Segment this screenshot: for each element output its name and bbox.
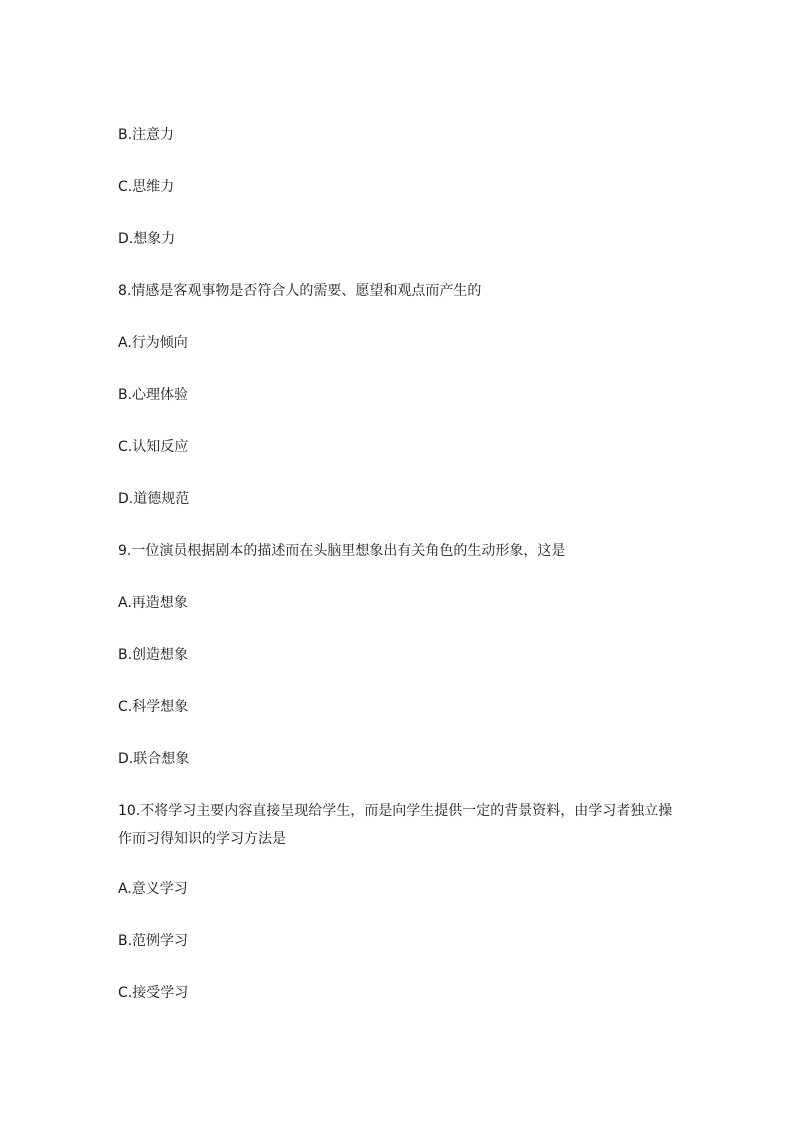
q8-option-d: D.道德规范 xyxy=(118,491,190,507)
q9-option-d: D.联合想象 xyxy=(118,751,190,767)
q9-option-c: C.科学想象 xyxy=(118,699,189,715)
q9-option-b: B.创造想象 xyxy=(118,647,189,663)
q10-stem-line-2: 作而习得知识的学习方法是 xyxy=(118,831,286,847)
q7-option-d: D.想象力 xyxy=(118,231,176,247)
q8-option-b: B.心理体验 xyxy=(118,387,189,403)
q7-option-b: B.注意力 xyxy=(118,127,175,143)
q8-stem: 8.情感是客观事物是否符合人的需要、愿望和观点而产生的 xyxy=(118,283,482,299)
q7-option-c: C.思维力 xyxy=(118,179,175,195)
q10-option-a: A.意义学习 xyxy=(118,881,188,897)
q10-stem xyxy=(118,797,688,853)
q10-option-c: C.接受学习 xyxy=(118,985,189,1001)
q10-option-b: B.范例学习 xyxy=(118,933,189,949)
q8-option-c: C.认知反应 xyxy=(118,439,189,455)
q9-stem: 9.一位演员根据剧本的描述而在头脑里想象出有关角色的生动形象，这是 xyxy=(118,543,566,559)
q9-option-a: A.再造想象 xyxy=(118,595,188,611)
q8-option-a: A.行为倾向 xyxy=(118,335,188,351)
q10-stem-line-1: 10.不将学习主要内容直接呈现给学生，而是向学生提供一定的背景资料，由学习者独立操 xyxy=(118,803,673,819)
